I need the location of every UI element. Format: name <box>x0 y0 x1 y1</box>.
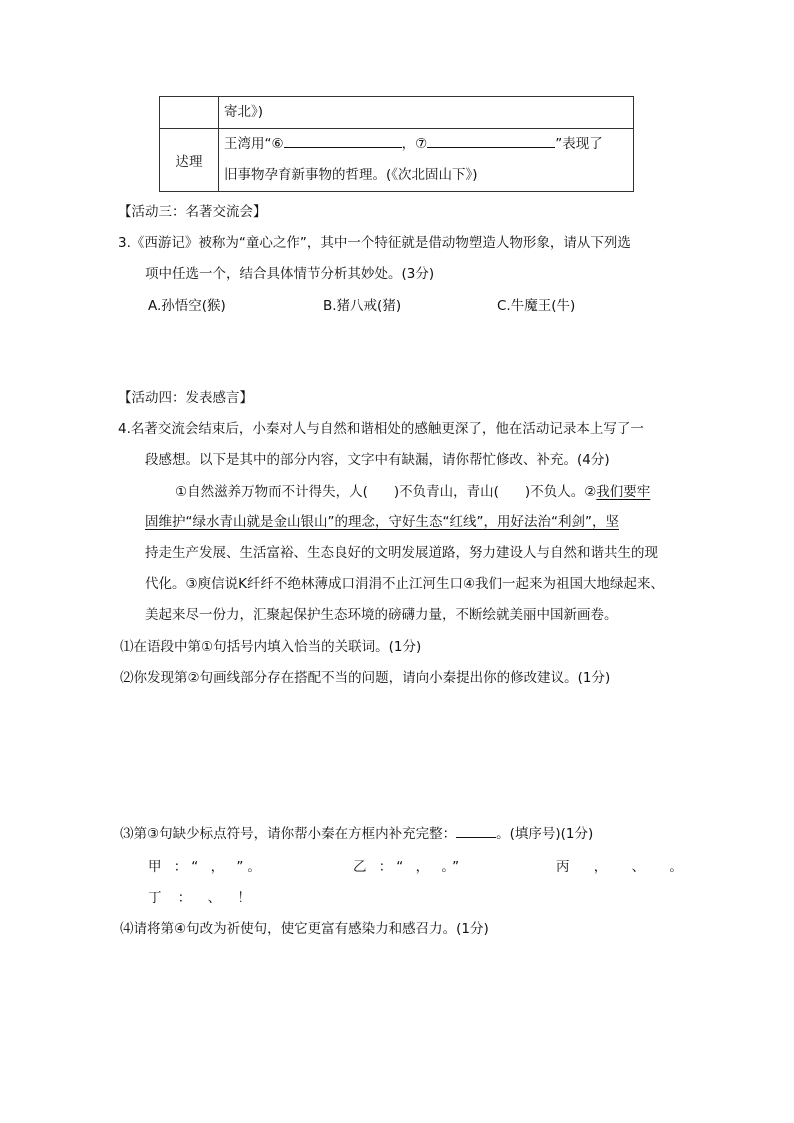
activity3-heading: 【活动三：名著交流会】 <box>118 204 267 220</box>
q3-line2: 项中任选一个，结合具体情节分析其妙处。(3分) <box>145 266 435 282</box>
option-c: C.牛魔王(牛) <box>497 298 576 314</box>
sub-question-2: ⑵你发现第②句画线部分存在搭配不当的问题，请向小秦提出你的修改建议。(1分) <box>120 670 611 686</box>
option-b: B.猪八戒(猪) <box>323 298 402 314</box>
passage-line4: 代化。③庾信说K纤纤不绝林薄成口涓涓不止江河生口④我们一起来为祖国大地绿起来、 <box>145 576 665 592</box>
table-cell: 王湾用“⑥ ，⑦ ”表现了 旧事物孕育新事物的哲理。(《次北固山下》) <box>219 129 634 192</box>
table-row <box>160 97 634 129</box>
table-row <box>160 129 634 192</box>
option-jia: 甲 ：“ ， ”。 <box>148 859 265 875</box>
q4-line2: 段感想。以下是其中的部分内容，文字中有缺漏，请你帮忙修改、补充。(4分) <box>145 452 610 468</box>
table-cell: 寄北》) <box>219 97 634 129</box>
sub-question-4: ⑷请将第④句改为祈使句，使它更富有感染力和感召力。(1分) <box>120 921 489 937</box>
table-cell-label: 迖理 <box>160 129 219 192</box>
sub-question-1: ⑴在语段中第①句括号内填入恰当的关联词。(1分) <box>120 639 422 655</box>
sub-question-3: ⑶第③句缺少标点符号，请你帮小秦在方框内补充完整： 。(填序号)(1分) <box>120 822 593 842</box>
option-yi: 乙 ：“ ， 。” <box>353 859 464 875</box>
option-a: A.孙悟空(猴) <box>148 298 226 314</box>
passage-line2: 固维护“绿水青山就是金山银山”的理念，守好生态“红线”，用好法治“利剑”，坚 <box>145 514 619 530</box>
answer-blank[interactable] <box>456 823 496 838</box>
passage-line3: 持走生产发展、生活富裕、生态良好的文明发展道路，努力建设人与自然和谐共生的现 <box>145 545 658 561</box>
table-cell-empty <box>160 97 219 129</box>
q4-line1: 4.名著交流会结束后，小秦对人与自然和谐相处的感触更深了，他在活动记录本上写了一 <box>118 421 644 437</box>
passage-line1: ①自然滋养万物而不计得失，人( )不负青山，青山( )不负人。②我们要牢 <box>175 484 651 500</box>
option-bing: 丙 ， 、 。 <box>556 859 693 875</box>
q3-line1: 3.《西游记》被称为“童心之作”，其中一个特征就是借动物塑造人物形象，请从下列选 <box>118 235 631 251</box>
option-ding: 丁 ： 、 ！ <box>148 890 257 906</box>
poetry-table <box>159 96 634 192</box>
blank-7[interactable] <box>427 133 555 148</box>
blank-6[interactable] <box>284 133 402 148</box>
passage-line5: 美起来尽一份力，汇聚起保护生态环境的磅礴力量，不断绘就美丽中国新画卷。 <box>145 607 618 623</box>
activity4-heading: 【活动四：发表感言】 <box>118 390 253 406</box>
